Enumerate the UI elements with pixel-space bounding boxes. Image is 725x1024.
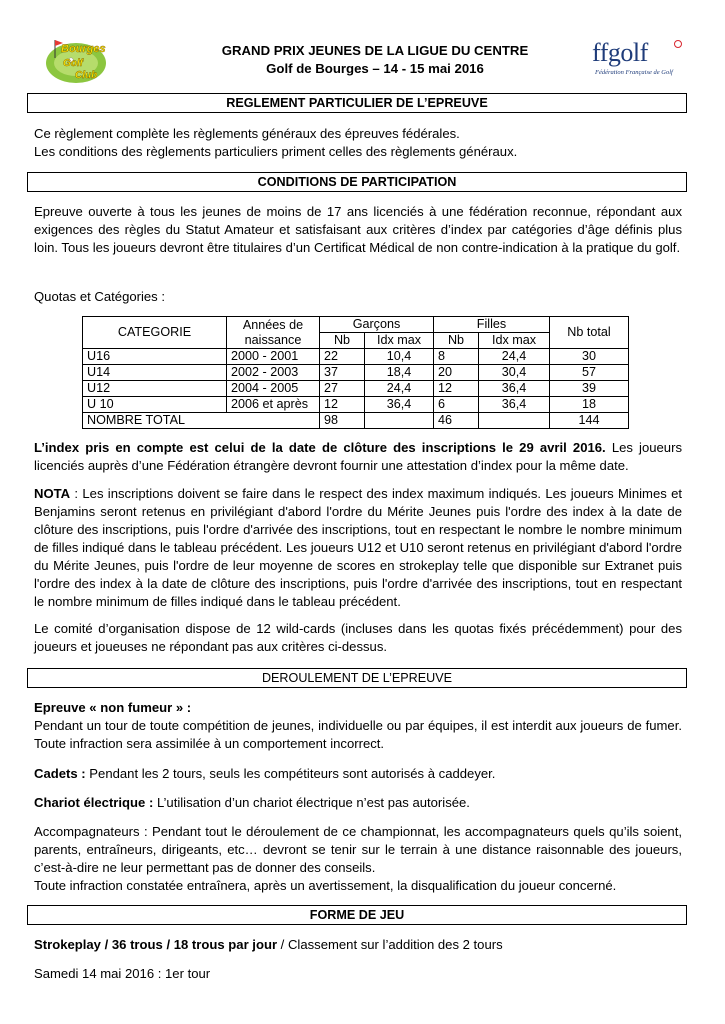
- nota-paragraph: [34, 485, 682, 611]
- cell-filles-idx: 30,4: [479, 365, 550, 381]
- index-rest: Les joueurs licenciés auprès d’une Fédération étrangère devront fournir une attestation d’index pour la même date.: [34, 440, 683, 473]
- chariot-paragraph: [34, 794, 682, 812]
- cell-nbtotal: 18: [550, 397, 629, 413]
- cell-garcons-idx: 18,4: [365, 365, 434, 381]
- cell-nbtotal: 39: [550, 381, 629, 397]
- cell-garcons-idx: 36,4: [365, 397, 434, 413]
- cadets-paragraph: [34, 765, 682, 783]
- cell-garcons-idx: 24,4: [365, 381, 434, 397]
- cell-garcons-nb: 12: [320, 397, 365, 413]
- cell-filles-nb: 20: [434, 365, 479, 381]
- cell-garcons-nb: 37: [320, 365, 365, 381]
- cell-filles-nb: 12: [434, 381, 479, 397]
- cell-total-garcons: 98: [320, 413, 365, 429]
- ffgolf-logo-caption: Fédération Française de Golf: [595, 69, 673, 76]
- cell-categorie: U16: [83, 349, 227, 365]
- header-filles-nb: Nb: [434, 333, 479, 349]
- ffgolf-logo: [592, 40, 688, 82]
- index-bold: L’index pris en compte est celui de la date de clôture des inscriptions le 29 avril 2016.: [34, 440, 606, 455]
- quotas-label: Quotas et Catégories :: [34, 289, 166, 304]
- table-total-row: [83, 413, 629, 429]
- cell-annees: 2004 - 2005: [227, 381, 320, 397]
- cell-annees: 2000 - 2001: [227, 349, 320, 365]
- header-filles-idx: Idx max: [479, 333, 550, 349]
- table-row: [83, 381, 629, 397]
- cell-categorie: U14: [83, 365, 227, 381]
- intro-line-2: Les conditions des règlements particuliers priment celles des règlements généraux.: [34, 144, 518, 159]
- section-reglement: REGLEMENT PARTICULIER DE L’EPREUVE: [27, 93, 687, 113]
- table-header-row: [83, 317, 629, 333]
- table-row: [83, 349, 629, 365]
- ffgolf-logo-name: ffgolf: [592, 38, 648, 67]
- wildcards-paragraph: Le comité d’organisation dispose de 12 wild-cards (incluses dans les quotas fixés précédemment) pour des joueurs et joueuses ne répondant pas aux critères ci-dessus.: [34, 621, 682, 654]
- forme-paragraph: [34, 936, 682, 954]
- logo-text-bourges: Bourges: [61, 43, 106, 55]
- cell-filles-idx: 36,4: [479, 397, 550, 413]
- nota-rest: : Les inscriptions doivent se faire dans le respect des index maximum indiqués. Les joueurs Minimes et Benjamins seront retenus en privilégiant d'abord l'ordre du Mérite Jeunes puis l'ordre des index à la date de clôture des inscriptions, puis l'ordre d'arrivée des inscriptions, tout en respectant le nombre le nombre minimum de filles indiqué dans le tableau précédent. Les joueurs U12 et U10 seront retenus en privilégiant d'abord l'ordre du Mérite Jeunes, puis l'ordre de leur moyenne de scores en strokeplay telle que disponible sur Extranet puis l'ordre des index à la date de clôture des inscriptions, puis l'ordre d'arrivée des inscriptions, tout en respectant le nombre minimum de filles indiqué dans le tableau précédent.: [34, 486, 682, 609]
- cell-total-label: NOMBRE TOTAL: [83, 413, 320, 429]
- cell-categorie: U12: [83, 381, 227, 397]
- cell-total-filles: 46: [434, 413, 479, 429]
- cell-garcons-nb: 27: [320, 381, 365, 397]
- chariot-rest: L’utilisation d’un chariot électrique n’est pas autorisée.: [153, 795, 470, 810]
- table-row: [83, 365, 629, 381]
- forme-rest: / Classement sur l’addition des 2 tours: [277, 937, 503, 952]
- header-garcons-nb: Nb: [320, 333, 365, 349]
- cell-annees: 2006 et après: [227, 397, 320, 413]
- ffgolf-ball-icon: [674, 40, 682, 48]
- nota-bold: NOTA: [34, 486, 71, 501]
- cell-garcons-nb: 22: [320, 349, 365, 365]
- section-deroulement: DEROULEMENT DE L’EPREUVE: [27, 668, 687, 688]
- cell-nbtotal: 30: [550, 349, 629, 365]
- header-annees: Années de naissance: [227, 317, 320, 349]
- chariot-bold: Chariot électrique :: [34, 795, 154, 810]
- cadets-rest: Pendant les 2 tours, seuls les compétiteurs sont autorisés à caddeyer.: [85, 766, 496, 781]
- table-row: [83, 397, 629, 413]
- cell-categorie: U 10: [83, 397, 227, 413]
- quota-table: [82, 316, 629, 429]
- header-garcons-idx: Idx max: [365, 333, 434, 349]
- cell-garcons-idx: 10,4: [365, 349, 434, 365]
- infraction-line: Toute infraction constatée entraînera, après un avertissement, la disqualification du joueur concerné.: [34, 878, 617, 893]
- cell-filles-nb: 6: [434, 397, 479, 413]
- bourges-golf-club-logo: [43, 36, 107, 86]
- forme-bold: Strokeplay / 36 trous / 18 trous par jour: [34, 937, 278, 952]
- conditions-paragraph: Epreuve ouverte à tous les jeunes de moins de 17 ans licenciés à une fédération reconnue, répondant aux exigences des règles du Statut Amateur et satisfaisant aux critères d’index par catégories d’âge définis plus loin. Tous les joueurs devront être titulaires d’un Certificat Médical de non contre-indication à la pratique du golf.: [34, 204, 682, 255]
- cell-nbtotal: 57: [550, 365, 629, 381]
- cadets-bold: Cadets :: [34, 766, 86, 781]
- cell-annees: 2002 - 2003: [227, 365, 320, 381]
- fumeur-text: Pendant un tour de toute compétition de jeunes, individuelle ou par équipes, il est interdit aux joueurs de fumer. Toute infraction sera assimilée à un comportement incorrect.: [34, 718, 682, 751]
- intro-line-1: Ce règlement complète les règlements généraux des épreuves fédérales.: [34, 126, 460, 141]
- page-subtitle: Golf de Bourges – 14 - 15 mai 2016: [266, 61, 484, 76]
- samedi-line: Samedi 14 mai 2016 : 1er tour: [34, 966, 211, 981]
- header-categorie: CATEGORIE: [83, 317, 227, 349]
- fumeur-title: Epreuve « non fumeur » :: [34, 700, 192, 715]
- accompagnateurs-paragraph: Accompagnateurs : Pendant tout le déroulement de ce championnat, les accompagnateurs quels qu’ils soient, parents, entraîneurs, dirigeants, etc… devront se tenir sur le terrain à une distance raisonnable des joueurs, c’est-à-dire ne leur permettant pas de donner des conseils.: [34, 824, 682, 875]
- logo-text-golf: Golf: [63, 58, 83, 69]
- cell-filles-nb: 8: [434, 349, 479, 365]
- header-garcons: Garçons: [320, 317, 434, 333]
- cell-filles-idx: 24,4: [479, 349, 550, 365]
- cell-total-nbtotal: 144: [550, 413, 629, 429]
- section-conditions: CONDITIONS DE PARTICIPATION: [27, 172, 687, 192]
- section-forme: FORME DE JEU: [27, 905, 687, 925]
- header-nbtotal: Nb total: [550, 317, 629, 349]
- page-title: GRAND PRIX JEUNES DE LA LIGUE DU CENTRE: [221, 43, 529, 58]
- header-filles: Filles: [434, 317, 550, 333]
- logo-text-club: Club: [75, 70, 98, 81]
- cell-filles-idx: 36,4: [479, 381, 550, 397]
- index-paragraph: [34, 439, 682, 475]
